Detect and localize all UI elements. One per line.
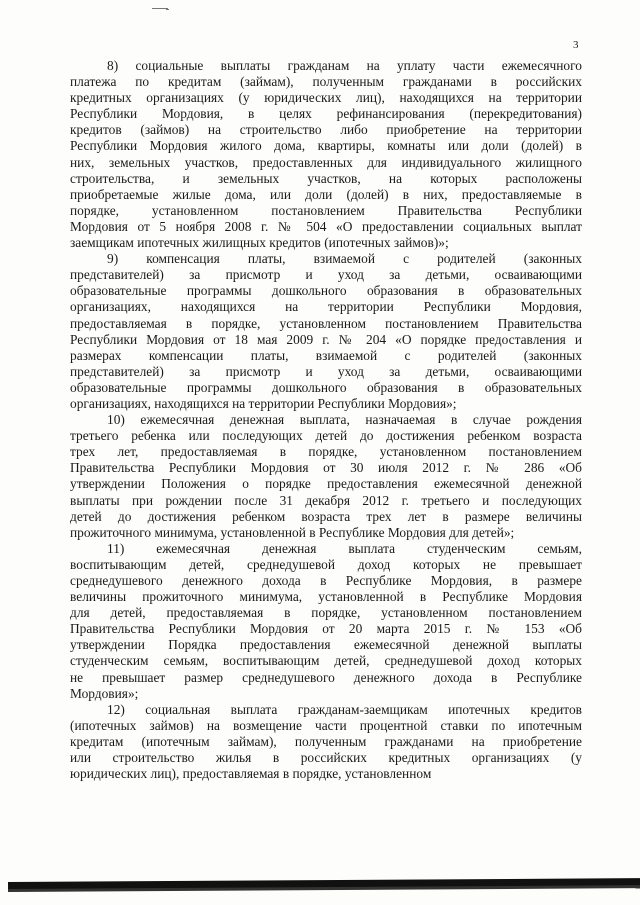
text-line: размерах компенсации платы, взимаемой с родителей (законных: [70, 347, 582, 363]
text-line: организациях, находящихся на территории Республики Мордовия»;: [70, 395, 457, 411]
text-line: юридических лиц), предоставляемая в порядке, установленном: [70, 766, 432, 782]
text-line: детей до достижения ребенком возраста трех лет в размере величины: [70, 508, 582, 524]
text-line: приобретаемые жилые дома, или доли (долей) в них, предоставляемые в: [70, 186, 582, 202]
text-line: кредитам (ипотечным займам), полученным гражданами на приобретение: [70, 733, 582, 749]
text-line: Правительства Республики Мордовия от 30 июля 2012 г. № 286 «Об: [70, 460, 582, 476]
text-line: третьего ребенка или последующих детей до достижения ребенком возраста: [70, 428, 582, 444]
text-line: представителей) за присмотр и уход за детьми, осваивающими: [70, 363, 582, 379]
text-line: утверждении Порядка предоставления ежемесячной денежной выплаты: [70, 637, 582, 653]
paragraph-first-line: 8) социальные выплаты гражданам на уплату части ежемесячного: [107, 58, 582, 73]
text-line: Мордовия»;: [70, 685, 139, 701]
document-body: [70, 58, 582, 782]
text-line: выплаты при рождении после 31 декабря 2012 г. третьего и последующих: [70, 492, 582, 508]
text-line: образовательные программы дошкольного образования в образовательных: [70, 379, 582, 395]
paragraph-first-line: 12) социальная выплата гражданам-заемщикам ипотечных кредитов: [107, 701, 582, 717]
text-line: организациях, находящихся на территории Республики Мордовия,: [70, 299, 582, 315]
text-line: среднедушевого денежного дохода в Республике Мордовия, в размере: [70, 573, 582, 588]
paragraph-first-line: 10) ежемесячная денежная выплата, назначаемая в случае рождения: [107, 412, 582, 428]
text-line: Правительства Республики Мордовия от 20 марта 2015 г. № 153 «Об: [70, 621, 582, 637]
text-line: Республики Мордовия от 18 мая 2009 г. № 204 «О порядке предоставления и: [70, 331, 582, 347]
text-line: платежа по кредитам (займам), полученным гражданами в российских: [70, 74, 582, 90]
text-line: Республики Мордовия, в целях рефинансирования (перекредитования): [70, 106, 582, 122]
text-line: предоставляемая в порядке, установленном постановлением Правительства: [70, 315, 582, 331]
text-line: кредитных организациях (у юридических лиц), находящихся на территории: [70, 90, 582, 106]
text-line: или строительство жилья в российских кредитных организациях (у: [70, 750, 582, 766]
text-line: строительства, и земельных участков, на которых расположены: [70, 170, 582, 186]
scan-speck: [166, 9, 169, 10]
text-line: прожиточного минимума, установленной в Республике Мордовия для детей»;: [70, 524, 515, 540]
text-line: Мордовия от 5 ноября 2008 г. № 504 «О предоставлении социальных выплат: [70, 218, 582, 234]
text-line: порядке, установленном постановлением Правительства Республики: [70, 202, 582, 218]
text-line: представителей) за присмотр и уход за детьми, осваивающими: [70, 267, 582, 283]
text-line: утверждении Положения о порядке предоставления ежемесячной денежной: [70, 476, 582, 492]
text-line: Республики Мордовия жилого дома, квартиры, комнаты или доли (долей) в: [70, 138, 582, 154]
paragraph-first-line: 9) компенсация платы, взимаемой с родителей (законных: [107, 251, 582, 267]
text-line: трех лет, предоставляемая в порядке, установленном постановлением: [70, 444, 582, 460]
text-line: не превышает размер среднедушевого денежного дохода в Республике: [70, 669, 582, 685]
paragraph-first-line: 11) ежемесячная денежная выплата студенческим семьям,: [107, 540, 582, 556]
text-line: кредитов (займов) на строительство либо приобретение на территории: [70, 122, 582, 138]
text-line: величины прожиточного минимума, установленной в Республике Мордовия: [70, 589, 582, 605]
page-number: 3: [573, 39, 579, 51]
text-line: (ипотечных займов) на возмещение части процентной ставки по ипотечным: [70, 717, 582, 733]
text-line: для детей, предоставляемая в порядке, установленном постановлением: [70, 605, 582, 621]
text-line: студенческим семьям, воспитывающим детей, среднедушевой доход которых: [70, 653, 582, 669]
text-line: заемщикам ипотечных жилищных кредитов (ипотечных займов)»;: [70, 235, 449, 251]
text-line: воспитывающим детей, среднедушевой доход которых не превышает: [70, 556, 582, 572]
text-line: них, земельных участков, предоставленных для индивидуального жилищного: [70, 154, 582, 170]
text-line: образовательные программы дошкольного образования в образовательных: [70, 283, 582, 299]
